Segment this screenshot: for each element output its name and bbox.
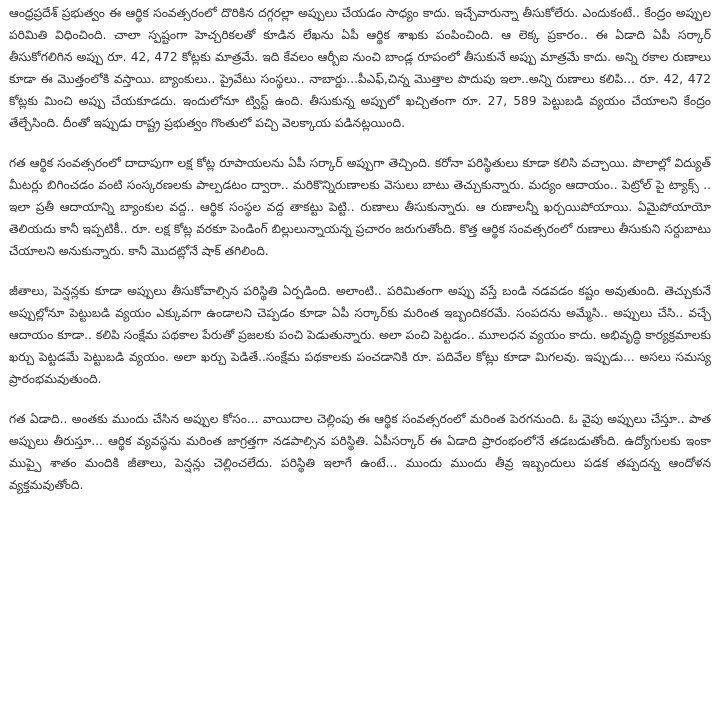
article-paragraph-2: గత ఆర్థిక సంవత్సరంలో దాదాపుగా లక్ష కోట్ల రూపాయలను ఏపీ సర్కార్ అప్పుగా తెచ్చింది. కరోనా పరిస్థితులు కూడా కలిసి వచ్చాయి. పొలాల్లో విద్యుత్ మీటర్లు బిగించడం వంటి సంస్కరణలకు పాల్పడటం ద్వారా.. మరికొన్నిరుణాలకు వెసులు బాటు తెచ్చుకున్నారు. మద్యం ఆదాయం.. పెట్రోల్ పై ట్యాక్స్ .. ఇలా ప్రతీ ఆదాయాన్ని బ్యాంకుల వద్ద.. ఆర్థిక సంస్థల వద్ద తాకట్టు పెట్టి.. రుణాలు తీసుకున్నారు. ఆ రుణాలన్నీ ఖర్చయిపోయాయి. ఏమైపోయాయో తెలియదు కానీ ఇప్పటికీ.. రూ. లక్ష కోట్ల వరకూ పెండింగ్ బిల్లులున్నాయన్న ప్రచారం జరుగుతోంది. కొత్త ఆర్థిక సంవత్సరంలో రుణాలు తీసుకుని సర్దుబాటు చేయాలని అనుకున్నారు. కానీ మొదట్లోనే షాక్ తగిలింది. — [9, 156, 711, 258]
article-body — [9, 2, 711, 496]
article-paragraph-4: గత ఏడాది.. అంతకు ముందు చేసిన అప్పుల కోసం... వాయిదాల చెల్లింపు ఈ ఆర్థిక సంవత్సరంలో మరింత పెరగనుంది. ఓ వైపు అప్పులు చేస్తూ.. పాత అప్పులు తీరుస్తూ... ఆర్థిక వ్యవస్థను మరింత జాగ్రత్తగా నడపాల్సిన పరిస్థితి. ఏపీసర్కార్ ఈ ఏడాది ప్రారంభంలోనే తడబడుతోంది. ఉద్యోగులకు ఇంకా ముప్పై శాతం మందికి జీతాలు, పెన్షన్లు చెల్లించలేదు. పరిస్థితి ఇలాగే ఉంటే... ముందు ముందు తీవ్ర ఇబ్బందులు పడక తప్పదన్న ఆందోళన వ్యక్తమవుతోంది. — [9, 412, 711, 492]
article-paragraph-3: జీతాలు, పెన్షన్లకు కూడా అప్పులు తీసుకోవాల్సిన పరిస్థితి ఏర్పడింది. అలాంటి.. పరిమితంగా అప్పు వస్తే బండి నడవడం కష్టం అవుతుంది. తెచ్చుకునే అప్పుల్లోనూ పెట్టుబడి వ్యయం ఎక్కువగా ఉండాలని చెప్పడం కూడా ఏపీ సర్కార్‌కు మరింత ఇబ్బందికరమే. సంపదను అమ్మేసి.. అప్పులు చేసి.. వచ్చే ఆదాయం కూడా.. కలిపి సంక్షేమ పథకాల పేరుతో ప్రజలకు పంచి పెడుతున్నారు. అలా పంచి పెట్టడం.. మూలధన వ్యయం కాదు. అభివృద్ధి కార్యక్రమాలకు ఖర్చు పెట్టడమే పెట్టుబడి వ్యయం. అలా ఖర్చు పెడితే..సంక్షేమ పథకాలకు పంచడానికి రూ. పదివేల కోట్లు కూడా మిగలవు. ఇప్పుడు... అసలు సమస్య ప్రారంభమవుతుంది. — [9, 284, 711, 386]
article-paragraph-1: ఆంధ్రప్రదేశ్ ప్రభుత్వం ఈ ఆర్థిక సంవత్సరంలో దొరికిన దగ్గరల్లా అప్పులు చేయడం సాధ్యం కాదు. ఇచ్చేవారున్నా తీసుకోలేరు. ఎందుకంటే.. కేంద్రం అప్పుల పరిమితి విధించింది. చాలా స్పష్టంగా హెచ్చరికలతో కూడిన లేఖను ఏపీ ఆర్థిక శాఖకు పంపించింది. ఆ లెక్క ప్రకారం.. ఈ ఏడాది ఏపీ సర్కార్ తీసుకోగలిగిన అప్పు రూ. 42, 472 కోట్లకు మాత్రమే. ఇది కేవలం ఆర్బీఐ నుంచి బాండ్ల రూపంలో తీసుకునే అప్పు మాత్రమే కాదు. అన్ని రకాల రుణాలు కూడా ఈ మొత్తంలోకి వస్తాయి. బ్యాంకులు.. ప్రైవేటు సంస్థలు.. నాబార్డు...పీఎఫ్,చిన్న మొత్తాల పొదుపు ఇలా..అన్ని రుణాలు కలిపి... రూ. 42, 472 కోట్లకు మించి అప్పు చేయకూడదు. ఇందులోనూ ట్విస్ట్ ఉంది. తీసుకున్న అప్పులో ఖచ్చితంగా రూ. 27, 589 పెట్టుబడి వ్యయం చేయాలని కేంద్రం తేల్చేసింది. దీంతో ఇప్పుడు రాష్ట్ర ప్రభుత్వం గొంతులో పచ్చి వెలక్కాయ పడినట్లయింది. — [9, 6, 711, 130]
